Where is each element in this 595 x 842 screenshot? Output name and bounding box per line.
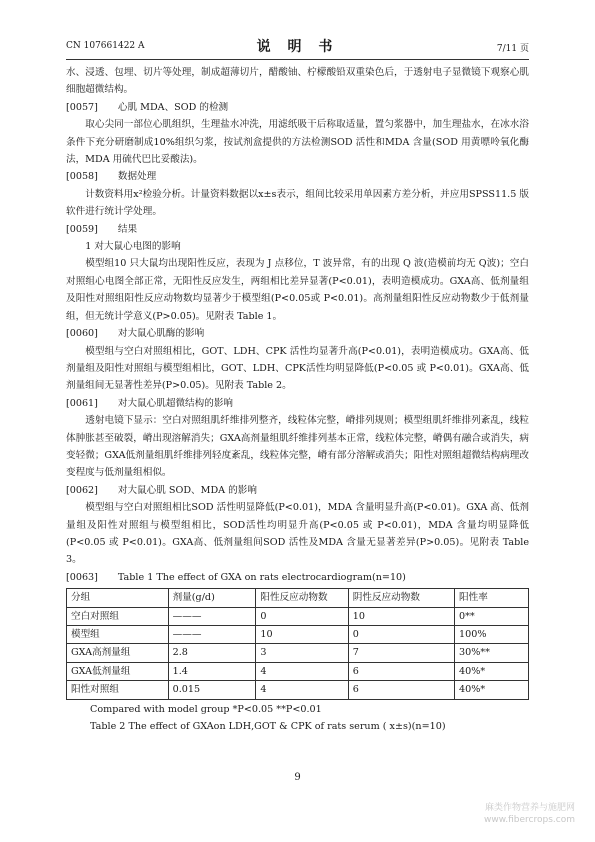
header-divider bbox=[66, 59, 529, 60]
section-0059-subheading: 1 对大鼠心电图的影响 bbox=[85, 241, 181, 253]
table-cell: 模型组 bbox=[67, 626, 169, 644]
table-cell: 40%* bbox=[455, 681, 529, 699]
table-row bbox=[67, 644, 529, 662]
paragraph-tag: [0062] bbox=[66, 484, 98, 496]
section-0058-heading bbox=[66, 168, 529, 185]
table1-caption bbox=[66, 569, 529, 586]
section-0060-text: 模型组与空白对照组相比，GOT、LDH、CPK 活性均显著升高(P<0.01)，表明造模成功。GXA高、低剂量组及阳性对照组与模型组相比，GOT、LDH、CPK活性均明显降低(P<0.05 或 P<0.01)。GXA高、低剂量组间无显著性差异(P>0.05)。见附表 Table 2。 bbox=[66, 345, 529, 392]
table-cell: 0** bbox=[455, 607, 529, 625]
column-header: 阳性率 bbox=[455, 589, 529, 607]
table-cell: 0 bbox=[348, 626, 454, 644]
table-cell: GXA高剂量组 bbox=[67, 644, 169, 662]
table-row bbox=[67, 607, 529, 625]
table-cell: ——— bbox=[168, 626, 256, 644]
table-cell: 7 bbox=[348, 644, 454, 662]
table-cell: 10 bbox=[256, 626, 348, 644]
table-cell: 4 bbox=[256, 681, 348, 699]
heading-text: 对大鼠心肌 SOD、MDA 的影响 bbox=[117, 484, 257, 496]
table2-caption: Table 2 The effect of GXAon LDH,GOT & CPK of rats serum ( x±s)(n=10) bbox=[90, 721, 446, 733]
table-header-row bbox=[67, 589, 529, 607]
intro-paragraph: 水、浸透、包埋、切片等处理，制成超薄切片，醋酸铀、柠檬酸铅双重染色后，于透射电子显微镜下观察心肌细胞超微结构。 bbox=[66, 67, 529, 96]
table-cell: 6 bbox=[348, 681, 454, 699]
table-cell: 空白对照组 bbox=[67, 607, 169, 625]
paragraph-tag: [0059] bbox=[66, 223, 98, 235]
table-cell: 4 bbox=[256, 662, 348, 680]
section-0061-heading bbox=[66, 395, 529, 412]
section-0062-text: 模型组与空白对照组相比SOD 活性明显降低(P<0.01)，MDA 含量明显升高(P<0.01)。GXA 高、低剂量组及阳性对照组与模型组相比，SOD活性均明显升高(P<0.05 或 P<0.01)，MDA 含量均明显降低(P<0.05 或 P<0.01)。GXA高、低剂量组间SOD 活性及MDA 含量无显著差异(P>0.05)。见附表 Table 3。 bbox=[66, 502, 529, 566]
paragraph-tag: [0057] bbox=[66, 101, 98, 113]
document-title: 说 明 书 bbox=[256, 39, 339, 55]
section-0061-text: 透射电镜下显示：空白对照组肌纤维排列整齐，线粒体完整，嵴排列规则；模型组肌纤维排列紊乱，线粒体肿胀甚至破裂，嵴出现溶解消失；GXA高剂量组肌纤维排列基本正常，线粒体完整，嵴偶有融合或消失，病变轻微；GXA低剂量组肌纤维排列轻度紊乱，线粒体完整，嵴有部分溶解或消失；阳性对照组超微结构病理改变程度与低剂量组相似。 bbox=[66, 415, 529, 479]
section-0058-text: 计数资料用x²检验分析。计量资料数据以x±s表示，组间比较采用单因素方差分析，并应用SPSS11.5 版软件进行统计学处理。 bbox=[66, 188, 529, 218]
heading-text: 对大鼠心肌超微结构的影响 bbox=[117, 397, 234, 409]
section-0057-text: 取心尖同一部位心肌组织，生理盐水冲洗，用滤纸吸干后称取适量，置匀浆器中，加生理盐水，在冰水浴条件下充分研磨制成10%组织匀浆，按试剂盒提供的方法检测SOD 活性和MDA 含量(SOD 用黄嘌呤氧化酶法，MDA 用硫代巴比妥酸法)。 bbox=[66, 119, 529, 166]
table-cell: 30%** bbox=[455, 644, 529, 662]
heading-text: 结果 bbox=[117, 223, 138, 235]
table-cell: 6 bbox=[348, 662, 454, 680]
paragraph-tag: [0061] bbox=[66, 397, 98, 409]
table-cell: 0.015 bbox=[168, 681, 256, 699]
table-row bbox=[67, 626, 529, 644]
table-cell: GXA低剂量组 bbox=[67, 662, 169, 680]
table-row bbox=[67, 662, 529, 680]
section-0062-heading bbox=[66, 482, 529, 499]
heading-text: 心肌 MDA、SOD 的检测 bbox=[117, 101, 229, 113]
column-header: 剂量(g/d) bbox=[168, 589, 256, 607]
table-cell: 1.4 bbox=[168, 662, 256, 680]
column-header: 阳性反应动物数 bbox=[256, 589, 348, 607]
paragraph-tag: [0063] bbox=[66, 571, 98, 583]
table1-note: Compared with model group *P<0.05 **P<0.01 bbox=[90, 703, 322, 715]
section-0059-text: 模型组10 只大鼠均出现阳性反应，表现为 J 点移位，T 波异常，有的出现 Q 波(造模前均无 Q波)；空白对照组心电图全部正常，无阳性反应发生，两组相比差异显著(P<0.01)，表明造模成功。GXA高、低剂量组及阳性对照组阳性反应动物数均显著少于模型组(P<0.05或 P<0.01)。高剂量组阳性反应动物数少于低剂量组，但无统计学意义(P>0.05)。见附表 Table 1。 bbox=[66, 258, 529, 322]
column-header: 阴性反应动物数 bbox=[348, 589, 454, 607]
page-header bbox=[66, 36, 529, 54]
table-cell: 40%* bbox=[455, 662, 529, 680]
section-0057-heading bbox=[66, 99, 529, 116]
table-cell: 10 bbox=[348, 607, 454, 625]
paragraph-tag: [0060] bbox=[66, 328, 98, 340]
heading-text: 数据处理 bbox=[117, 171, 157, 183]
section-0059-heading bbox=[66, 221, 529, 238]
column-header: 分组 bbox=[67, 589, 169, 607]
heading-text: 对大鼠心肌酶的影响 bbox=[117, 328, 205, 340]
table-cell: 2.8 bbox=[168, 644, 256, 662]
site-watermark bbox=[484, 802, 575, 826]
section-0060-heading bbox=[66, 325, 529, 342]
table-cell: ——— bbox=[168, 607, 256, 625]
table-cell: 阳性对照组 bbox=[67, 681, 169, 699]
watermark-url: www.fibercrops.com bbox=[484, 815, 575, 825]
page-number: 9 bbox=[294, 772, 301, 783]
paragraph-tag: [0058] bbox=[66, 171, 98, 183]
table-cell: 3 bbox=[256, 644, 348, 662]
caption-text: Table 1 The effect of GXA on rats electrocardiogram(n=10) bbox=[117, 571, 406, 583]
table1-results bbox=[66, 588, 529, 699]
watermark-title: 麻类作物营养与施肥网 bbox=[484, 803, 575, 813]
table-cell: 0 bbox=[256, 607, 348, 625]
table-row bbox=[67, 681, 529, 699]
table-cell: 100% bbox=[455, 626, 529, 644]
page-indicator: 7/11 页 bbox=[496, 44, 529, 54]
patent-number: CN 107661422 A bbox=[66, 41, 145, 51]
document-body bbox=[66, 64, 529, 735]
